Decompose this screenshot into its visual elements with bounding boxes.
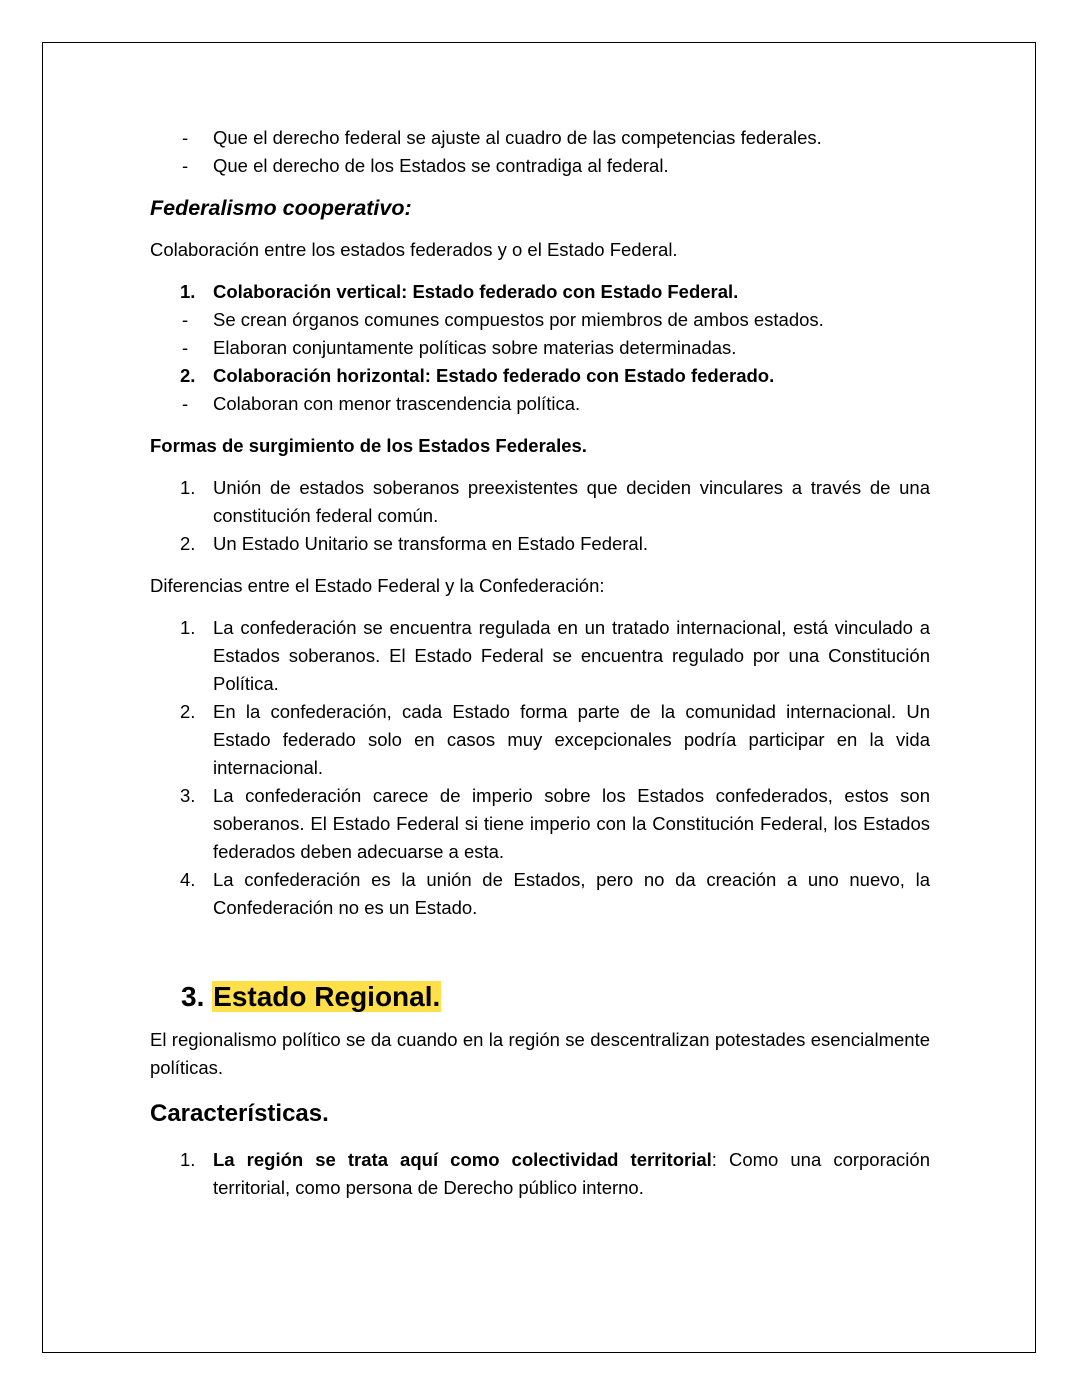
item-bold-text: La región se trata aquí como colectividad territorial: [213, 1149, 712, 1170]
federalismo-cooperativo-heading: Federalismo cooperativo:: [150, 196, 412, 220]
estado-regional-intro: El regionalismo político se da cuando en la región se descentralizan potestades esencialmente políticas.: [150, 1029, 930, 1078]
bullet-text: Que el derecho de los Estados se contradiga al federal.: [213, 155, 669, 176]
numbered-item: [150, 614, 930, 698]
bullet-item: [150, 334, 930, 362]
numbered-item: [150, 698, 930, 782]
formas-surgimiento-heading: Formas de surgimiento de los Estados Federales.: [150, 435, 587, 456]
bullet-item: [150, 152, 930, 180]
numbered-item: [150, 1146, 930, 1202]
dash-bullet-icon: -: [182, 309, 189, 330]
item-number: 2.: [180, 365, 196, 386]
bullet-item: [150, 124, 930, 152]
bullet-text: Colaboran con menor trascendencia política.: [213, 393, 581, 414]
item-text: En la confederación, cada Estado forma parte de la comunidad internacional. Un Estado federado solo en casos muy excepcionales podría participar en la vida internacional.: [213, 701, 930, 778]
federalismo-cooperativo-intro: Colaboración entre los estados federados y o el Estado Federal.: [150, 239, 678, 260]
bullet-text: Se crean órganos comunes compuestos por miembros de ambos estados.: [213, 309, 824, 330]
numbered-item: [150, 866, 930, 922]
estado-regional-heading: [150, 978, 930, 1016]
item-number: 2.: [180, 533, 196, 554]
bullet-text: Elaboran conjuntamente políticas sobre materias determinadas.: [213, 337, 737, 358]
dash-bullet-icon: -: [182, 337, 189, 358]
document-body: [150, 124, 930, 1202]
item-text: La confederación carece de imperio sobre los Estados confederados, estos son soberanos. El Estado Federal si tiene imperio con la Constitución Federal, los Estados federados deben adecuarse a esta.: [213, 785, 930, 862]
item-number: 1.: [180, 281, 196, 302]
item-text: La confederación se encuentra regulada en un tratado internacional, está vinculado a Estados soberanos. El Estado Federal se encuentra regulado por una Constitución Política.: [213, 617, 930, 694]
item-text: Unión de estados soberanos preexistentes que deciden vinculares a través de una constitución federal común.: [213, 477, 930, 526]
item-number: 1.: [180, 477, 196, 498]
item-number: 4.: [180, 869, 196, 890]
item-number: 2.: [180, 701, 196, 722]
item-number: 3.: [180, 785, 196, 806]
bullet-item: [150, 306, 930, 334]
numbered-item: [150, 474, 930, 530]
dash-bullet-icon: -: [182, 127, 189, 148]
item-text: : Como una corporación territorial, como persona de Derecho público interno.: [213, 1149, 930, 1198]
diferencias-heading: Diferencias entre el Estado Federal y la Confederación:: [150, 575, 605, 596]
item-text: Un Estado Unitario se transforma en Estado Federal.: [213, 533, 648, 554]
bullet-text: Que el derecho federal se ajuste al cuadro de las competencias federales.: [213, 127, 822, 148]
item-title: Colaboración vertical: Estado federado con Estado Federal.: [213, 281, 739, 302]
dash-bullet-icon: -: [182, 393, 189, 414]
numbered-item: [150, 278, 930, 306]
section-number: 3.: [181, 981, 205, 1012]
item-number: 1.: [180, 1149, 196, 1170]
caracteristicas-heading: Características.: [150, 1100, 329, 1127]
numbered-item: [150, 530, 930, 558]
numbered-item: [150, 362, 930, 390]
dash-bullet-icon: -: [182, 155, 189, 176]
item-text: La confederación es la unión de Estados, pero no da creación a uno nuevo, la Confederación no es un Estado.: [213, 869, 930, 918]
item-title: Colaboración horizontal: Estado federado con Estado federado.: [213, 365, 775, 386]
numbered-item: [150, 782, 930, 866]
bullet-item: [150, 390, 930, 418]
highlighted-section-title: Estado Regional.: [213, 981, 441, 1012]
item-number: 1.: [180, 617, 196, 638]
